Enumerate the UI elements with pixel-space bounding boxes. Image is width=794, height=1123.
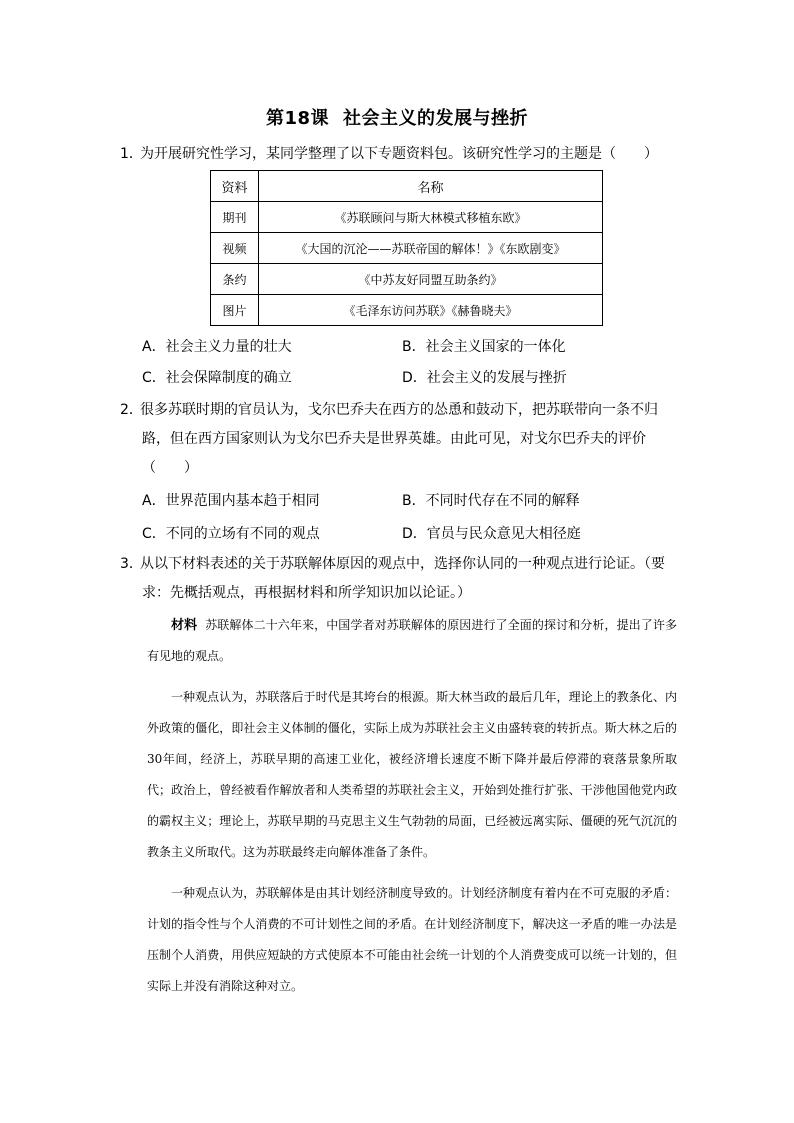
question-stem-line: 很多苏联时期的官员认为，戈尔巴乔夫在西方的怂恿和鼓动下，把苏联带向一条不归 (140, 402, 658, 418)
question-stem-line: 路，但在西方国家则认为戈尔巴乔夫是世界英雄。由此可见，对戈尔巴乔夫的评价 (142, 431, 646, 447)
table-header-cell: 名称 (259, 171, 603, 202)
material-paragraph: 材料 苏联解体二十六年来，中国学者对苏联解体的原因进行了全面的探讨和分析，提出了许多有见地的观点。 (147, 618, 677, 663)
table-row (211, 233, 603, 264)
table-header-cell: 资料 (211, 171, 259, 202)
answer-bracket: （ ） (142, 460, 198, 476)
material-label: 材料 (171, 618, 198, 633)
option-d[interactable]: D．官员与民众意见大相径庭 (402, 526, 581, 542)
lesson-title (0, 104, 794, 130)
material-paragraph: 一种观点认为，苏联落后于时代是其垮台的根源。斯大林当政的最后几年，理论上的教条化、内外政策的僵化，即社会主义体制的僵化，实际上成为苏联社会主义由盛转衰的转折点。斯大林之后的30年间，经济上，苏联早期的高速工业化，被经济增长速度不断下降并最后停滞的衰落景象所取代；政治上，曾经被看作解放者和人类希望的苏联社会主义，开始到处推行扩张、干涉他国他党内政的霸权主义；理论上，苏联早期的马克思主义生气勃勃的局面，已经被远离实际、僵硬的死气沉沉的教条主义所取代。这为苏联最终走向解体准备了条件。 (147, 690, 677, 859)
question-number: 2． (120, 402, 143, 418)
table-cell-name: 《大国的沉沦——苏联帝国的解体！》《东欧剧变》 (259, 233, 603, 264)
table-row (211, 202, 603, 233)
question-1 (120, 141, 680, 167)
option-a[interactable]: A．社会主义力量的壮大 (142, 339, 292, 355)
material-passage (147, 610, 677, 1002)
table-header-row (211, 171, 603, 202)
source-table (210, 170, 603, 326)
question-stem-line: 从以下材料表述的关于苏联解体原因的观点中，选择你认同的一种观点进行论证。（要 (140, 556, 665, 572)
table-cell-type: 视频 (211, 233, 259, 264)
question-stem: 为开展研究性学习，某同学整理了以下专题资料包。该研究性学习的主题是（ ） (140, 146, 658, 162)
option-c[interactable]: C．社会保障制度的确立 (142, 370, 292, 386)
table-cell-name: 《苏联顾问与斯大林模式移植东欧》 (259, 202, 603, 233)
table-cell-type: 期刊 (211, 202, 259, 233)
table-cell-type: 图片 (211, 295, 259, 326)
material-paragraph: 一种观点认为，苏联解体是由其计划经济制度导致的。计划经济制度有着内在不可克服的矛盾：计划的指令性与个人消费的不可计划性之间的矛盾。在计划经济制度下，解决这一矛盾的唯一办法是压制个人消费，用供应短缺的方式使原本不可能由社会统一计划的个人消费变成可以统一计划的，但实际上并没有消除这种对立。 (147, 886, 677, 993)
option-b[interactable]: B．不同时代存在不同的解释 (402, 493, 580, 509)
table-row (211, 264, 603, 295)
question-stem-line: 求：先概括观点，再根据材料和所学知识加以论证。） (142, 585, 471, 601)
question-number: 3． (120, 556, 143, 572)
question-2 (120, 397, 680, 481)
table-row (211, 295, 603, 326)
table-cell-name: 《毛泽东访问苏联》《赫鲁晓夫》 (259, 295, 603, 326)
option-c[interactable]: C．不同的立场有不同的观点 (142, 526, 320, 542)
option-a[interactable]: A．世界范围内基本趋于相同 (142, 493, 320, 509)
question-3 (120, 551, 680, 606)
table-cell-name: 《中苏友好同盟互助条约》 (259, 264, 603, 295)
question-number: 1． (120, 146, 143, 162)
lesson-number: 第18课 (265, 108, 330, 129)
option-d[interactable]: D．社会主义的发展与挫折 (402, 370, 567, 386)
lesson-topic: 社会主义的发展与挫折 (343, 108, 529, 129)
option-b[interactable]: B．社会主义国家的一体化 (402, 339, 566, 355)
table-cell-type: 条约 (211, 264, 259, 295)
